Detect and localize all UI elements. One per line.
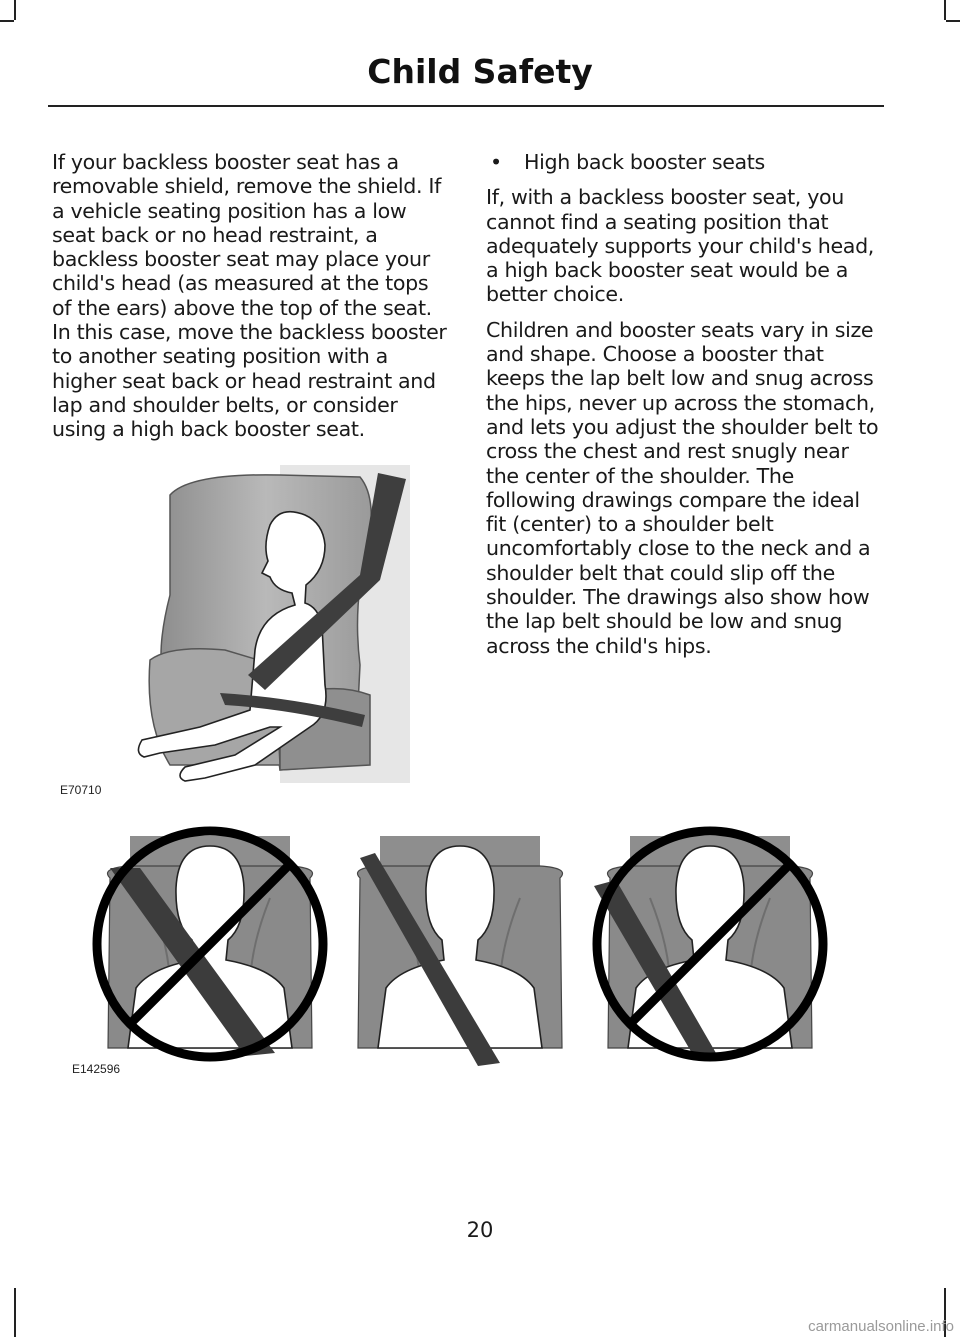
crop-mark	[14, 0, 16, 20]
backless-booster-paragraph: If your backless booster seat has a removable shield, remove the shield. If a vehicle seating position has a low seat back or no head restraint, a backless booster seat may place your child's head (as measured at the tops of the ears) above the top of the seat. In this case, move the backless booster to another seating position with a higher seat back or head restraint and lap and shoulder belts, or consider using a high back booster seat.	[52, 150, 447, 442]
figure-label: E70710	[60, 783, 102, 797]
high-back-paragraph: If, with a backless booster seat, you cannot find a seating position that adequately supports your child's head, a high back booster seat would be a better choice.	[486, 185, 874, 307]
page-title: Child Safety	[367, 52, 593, 91]
crop-mark	[0, 20, 14, 22]
watermark: carmanualsonline.info	[808, 1318, 954, 1335]
belt-off-shoulder	[594, 831, 823, 1060]
fit-paragraph: Children and booster seats vary in size and shape. Choose a booster that keeps the lap belt low and snug across the hips, never up across the stomach, and lets you adjust the shoulder belt to cross the chest and rest snugly near the center of the shoulder. The following drawings compare the ideal fit (center) to a shoulder belt uncomfortably close to the neck and a shoulder belt that could slip off the shoulder. The drawings also show how the lap belt should be low and snug across the child's hips.	[486, 317, 879, 658]
belt-too-close-neck	[97, 831, 323, 1057]
figure-label: E142596	[72, 1062, 121, 1076]
left-column	[52, 150, 450, 453]
belt-fit-illustration	[80, 828, 840, 1068]
page-number: 20	[466, 1218, 494, 1242]
header-divider	[48, 105, 884, 107]
crop-mark	[14, 1288, 16, 1337]
belt-ideal-fit	[358, 836, 563, 1066]
bullet-text: High back booster seats	[524, 150, 765, 174]
right-column	[486, 150, 884, 669]
booster-seat-illustration	[130, 465, 410, 785]
bullet-marker: •	[490, 150, 502, 174]
bullet-item	[486, 150, 884, 174]
crop-mark	[944, 0, 946, 20]
crop-mark	[946, 20, 960, 22]
